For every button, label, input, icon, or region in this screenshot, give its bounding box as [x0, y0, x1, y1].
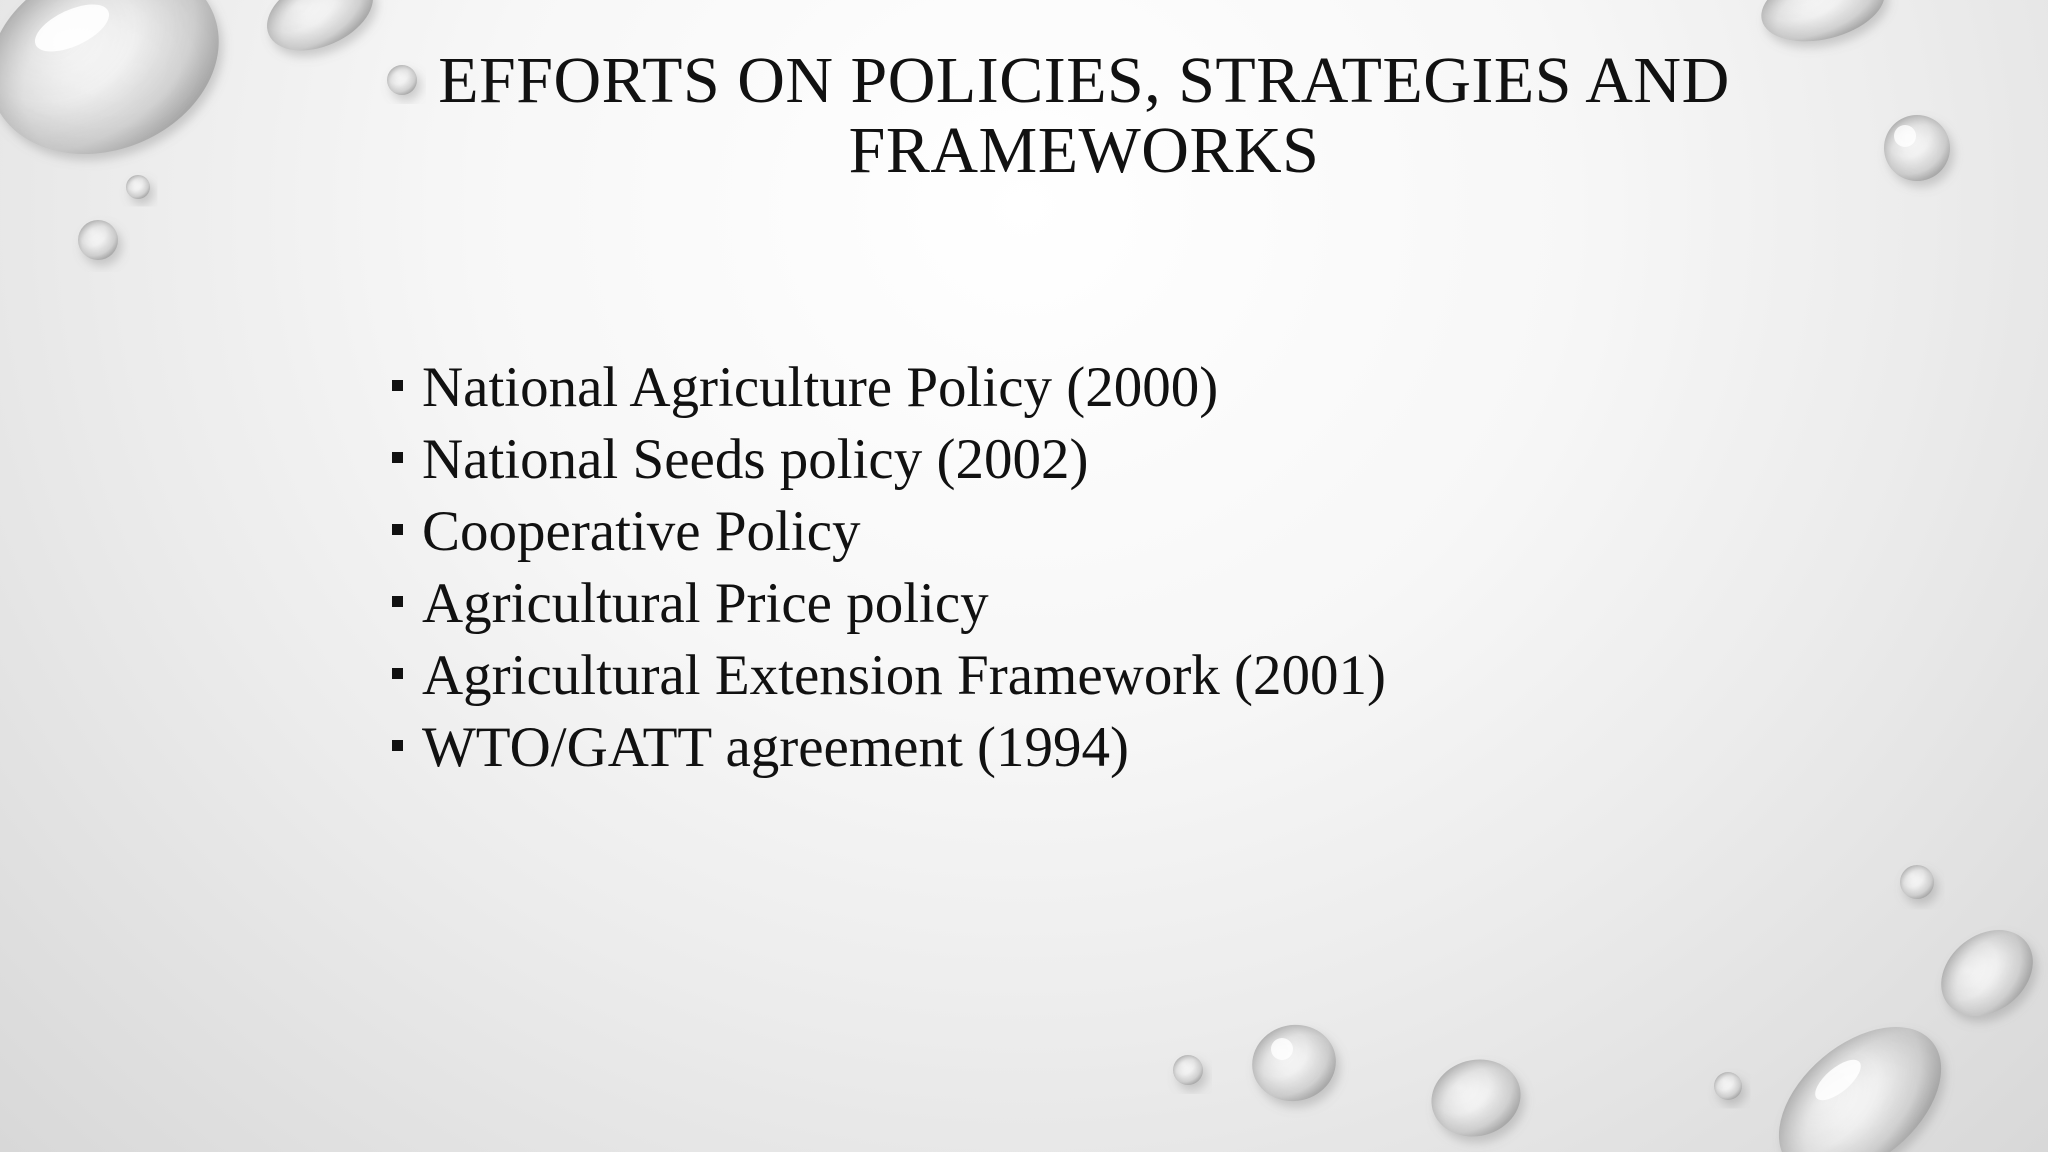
bullet-text: National Agriculture Policy (2000)	[422, 356, 1219, 419]
water-drop-icon	[1900, 865, 1934, 899]
list-item	[392, 640, 1592, 712]
water-drop-icon	[78, 220, 118, 260]
square-bullet-icon	[392, 596, 403, 607]
bullet-text: Cooperative Policy	[422, 500, 861, 563]
water-drop-icon	[1173, 1055, 1203, 1085]
list-item	[392, 568, 1592, 640]
bullet-text: WTO/GATT agreement (1994)	[422, 716, 1130, 779]
square-bullet-icon	[392, 452, 403, 463]
square-bullet-icon	[392, 524, 403, 535]
bullet-list	[392, 352, 1592, 784]
water-drop-icon	[1884, 115, 1950, 181]
square-bullet-icon	[392, 740, 403, 751]
list-item	[392, 352, 1592, 424]
square-bullet-icon	[392, 668, 403, 679]
bullet-text: Agricultural Extension Framework (2001)	[422, 644, 1387, 707]
water-drop-icon	[1924, 912, 2048, 1033]
bullet-text: National Seeds policy (2002)	[422, 428, 1089, 491]
slide-title: EFFORTS ON POLICIES, STRATEGIES AND FRAMEWORKS	[438, 44, 1730, 187]
water-drop-icon	[126, 175, 150, 199]
list-item	[392, 424, 1592, 496]
bullet-text: Agricultural Price policy	[422, 572, 989, 635]
list-item	[392, 712, 1592, 784]
list-item	[392, 496, 1592, 568]
square-bullet-icon	[392, 380, 403, 391]
water-drop-icon	[1714, 1072, 1742, 1100]
water-drop-icon	[1423, 1050, 1530, 1147]
water-drop-icon	[1751, 997, 1970, 1152]
water-drop-icon	[255, 0, 385, 66]
water-drop-icon	[1245, 1017, 1343, 1109]
water-drop-icon	[0, 0, 248, 188]
